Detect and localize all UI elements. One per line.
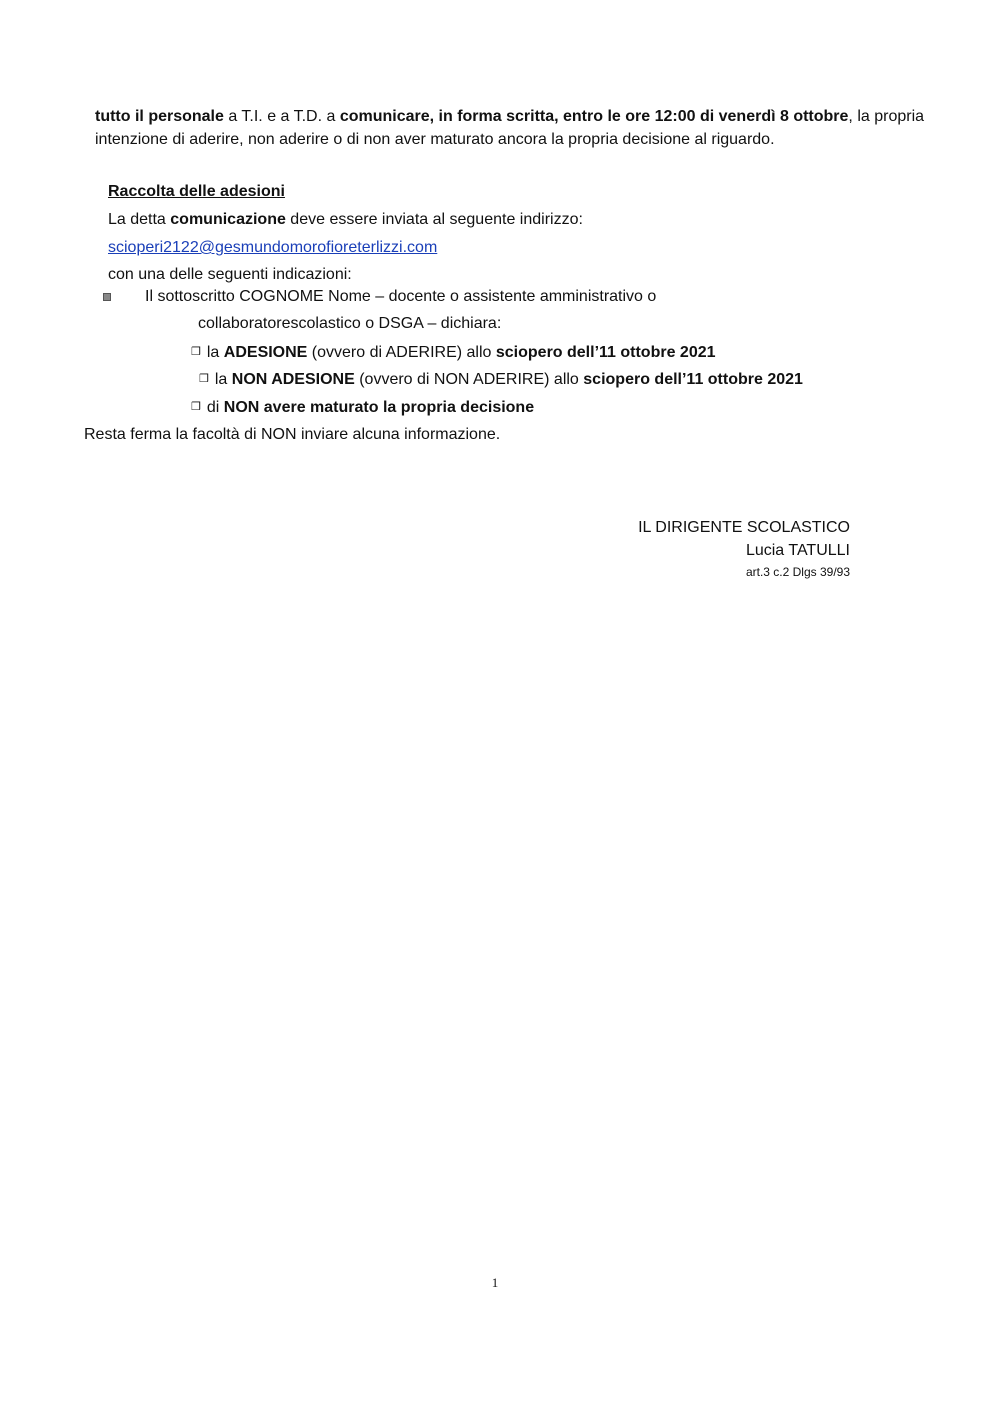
closing-line: Resta ferma la facoltà di NON inviare alcuna informazione. <box>84 426 501 443</box>
comm-bold: comunicazione <box>170 211 286 228</box>
intro-line-2: intenzione di aderire, non aderire o di non aver maturato ancora la propria decisione al riguardo. <box>95 131 775 148</box>
intro-line-1 <box>95 106 924 128</box>
indications-line: con una delle seguenti indicazioni: <box>108 266 352 283</box>
signature-name: Lucia TATULLI <box>745 542 850 559</box>
option-undecided: ❒ di NON avere maturato la propria decisione <box>191 399 535 416</box>
comm-pre: La detta <box>108 211 171 228</box>
section-heading: Raccolta delle adesioni <box>108 183 285 200</box>
declaration-line-1: Il sottoscritto COGNOME Nome – docente o assistente amministrativo o <box>145 288 657 305</box>
page-number: 1 <box>491 1275 499 1290</box>
signature-title: IL DIRIGENTE SCOLASTICO <box>638 519 850 536</box>
signature-note: art.3 c.2 Dlgs 39/93 <box>745 565 850 579</box>
email-link[interactable]: scioperi2122@gesmundomorofioreterlizzi.com <box>108 239 438 256</box>
intro-bold-staff: tutto il personale <box>95 108 224 125</box>
intro-text-end: , la propria <box>848 108 925 125</box>
comm-post: deve essere inviata al seguente indirizzo: <box>285 211 583 228</box>
checkbox-icon: ❒ <box>191 401 201 413</box>
checkbox-icon: ❒ <box>191 346 201 358</box>
intro-bold-deadline: comunicare, in forma scritta, entro le ore 12:00 di venerdì 8 ottobre <box>339 108 849 125</box>
intro-text: a T.I. e a T.D. a <box>223 108 340 125</box>
checkbox-icon: ❒ <box>199 373 209 385</box>
bullet-icon <box>103 293 111 301</box>
option-non-adhesion: ❒ la NON ADESIONE (ovvero di NON ADERIRE) allo sciopero dell’11 ottobre 2021 <box>199 371 803 388</box>
communication-line <box>108 209 583 231</box>
declaration-line-2: collaboratorescolastico o DSGA – dichiara: <box>198 315 502 332</box>
option-adhesion: ❒ la ADESIONE (ovvero di ADERIRE) allo sciopero dell’11 ottobre 2021 <box>191 344 716 361</box>
